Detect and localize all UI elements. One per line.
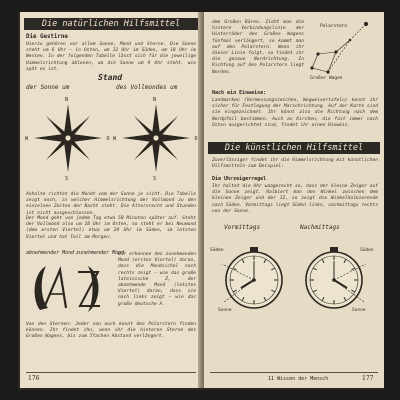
stars-paragraph: Von den Sternen: Jeder von euch kennt den Polarstern finden können. Ihr findet ihn, wenn ihr die hinteren Sterne des Großen Wagens, bis zum 5fachen Abstand verlängert. bbox=[26, 322, 196, 340]
footer-rule-right bbox=[210, 372, 378, 373]
polaris-label: Polarstern bbox=[320, 24, 348, 29]
footer-signature: 11 Wissen der Mensch bbox=[268, 376, 329, 382]
sun-compass-w: W bbox=[24, 136, 28, 142]
moon-waxing-label: zunehmender Mond bbox=[76, 250, 125, 256]
big-dipper-label: Großer Wagen bbox=[310, 76, 343, 81]
section-heading-watch: Die Uhrzeigerregel bbox=[212, 176, 267, 182]
stand-heading: Stand bbox=[98, 73, 123, 82]
artificial-aids-paragraph: Zuverlässiger findet ihr die Himmelsrichtung mit künstlichen Hilfsmitteln zum Beispiel: bbox=[212, 158, 378, 170]
right-page-title: Die künstlichen Hilfsmittel bbox=[208, 142, 380, 154]
landmarks-paragraph: Landmarken (Vermessungszeichen, Wegweisertafeln) kennt ihr sicher für Festlegung der Marschrichtung. Auf der Karte sind sie eingezeichnet. Ihr könnt also die Richtung nach dem Nordpfeil bestimmen. Auch an Kirchen, die fast immer nach Osten ausgerichtet sind, findet ihr einen Hinweis. bbox=[212, 98, 378, 128]
section-heading-gestirne: Die Gestirne bbox=[26, 34, 68, 40]
moon-compass-o: O bbox=[194, 136, 198, 142]
moon-letters-paragraph: Wir erkennen den zunehmenden Mond (erstes Viertel) daran, dass die Mondsichel nach rechts zeigt — wie das große lateinische Z, der abnehmende Mond (letztes Viertel) daran, dass sie nach links zeigt — wie das große deutsche A. bbox=[118, 252, 196, 307]
right-page bbox=[204, 12, 384, 388]
south-label-afternoon: Süden bbox=[360, 248, 374, 253]
vormittags-label: Vormittags bbox=[224, 224, 261, 231]
stand-moon-label: des Vollmondes um bbox=[116, 84, 178, 91]
sun-compass-n: N bbox=[64, 97, 68, 103]
moon-compass-n: N bbox=[152, 97, 156, 103]
left-page-title: Die natürlichen Hilfsmittel bbox=[24, 18, 198, 30]
polaris-star bbox=[364, 22, 368, 26]
south-label-morning: Süden bbox=[210, 248, 224, 253]
page-number-right: 177 bbox=[362, 375, 374, 382]
nachmittags-label: Nachmittags bbox=[300, 224, 340, 231]
moon-waning-label: abnehmender Mond bbox=[26, 250, 75, 256]
page-number-left: 176 bbox=[28, 375, 40, 382]
afternoon-watch bbox=[306, 247, 366, 308]
polar-paragraph: dem Großen Bären. Zieht man die hintere Verbindungslinie der Hinterräder des Großen Wagens fünfmal verlängert, so kommt man auf den Polarstern. Wenn ihr dieser Linie folgt, so findet ihr die genaue Nordrichtung. In Richtung auf den Polarstern liegt Norden. bbox=[212, 20, 304, 75]
sun-compass-o: O bbox=[106, 136, 110, 142]
moon-paragraph-2: Der Mond geht von jedem Tag etwa 50 Minuten später auf. Steht der Vollmond also um 18 Uhr im Osten, so steht er bei Neumond (dem ersten Viertel) etwa um 24 Uhr im Süden, im letzten Viertel und hat Teil am Morgen. bbox=[26, 216, 196, 240]
stand-sun-label: der Sonne um bbox=[26, 84, 70, 91]
footer-rule bbox=[26, 372, 196, 373]
left-page bbox=[20, 12, 202, 388]
section-heading-marks: Nach ein Einweise: bbox=[212, 90, 267, 96]
moon-compass-s: S bbox=[152, 176, 156, 182]
sun-compass-rose bbox=[25, 97, 110, 182]
moon-paragraph-1: Anhalte richtet die Mondt vom der Sonne je sicht. Die Tabelle zeigt euch, in welcher Himmelsrichtung der Vollmond zu den einzelnen Zeiten der Nacht steht. Die Altersrecht und Stunden ist nicht ausgeschlossen. bbox=[26, 192, 196, 216]
watch-diagrams bbox=[208, 232, 380, 332]
moon-compass-w: W bbox=[112, 136, 116, 142]
watch-rule-paragraph: Ihr haltet die Uhr waagerecht so, dass der kleine Zeiger auf die Sonne zeigt. Halbiert man den Winkel zwischen dem kleinen Zeiger und der 12, so zeigt die Winkelhalbierende nach Süden. Vormittags liegt Süden links, nachmittags rechts von der Sonne. bbox=[212, 184, 378, 214]
intro-paragraph: Hierzu gehören vor allem Sonne, Mond und Sterne. Die Sonne steht um 6 Uhr — in Osten, um 12 Uhr im Süden, um 18 Uhr im Westen. In der folgenden Tabelle lässt sich für die jeweilige Himmelsrichtung ablesen, wo die Sonne um 9 Uhr steht, wie spät es ist. bbox=[26, 42, 196, 72]
sun-label-morning: Sonne bbox=[218, 308, 232, 313]
sun-compass-s: S bbox=[64, 176, 68, 182]
compass-roses bbox=[24, 90, 200, 186]
morning-watch bbox=[222, 247, 282, 308]
moon-letters-illustration bbox=[26, 260, 116, 318]
sun-label-afternoon: Sonne bbox=[352, 308, 366, 313]
moon-compass-rose bbox=[113, 97, 198, 182]
